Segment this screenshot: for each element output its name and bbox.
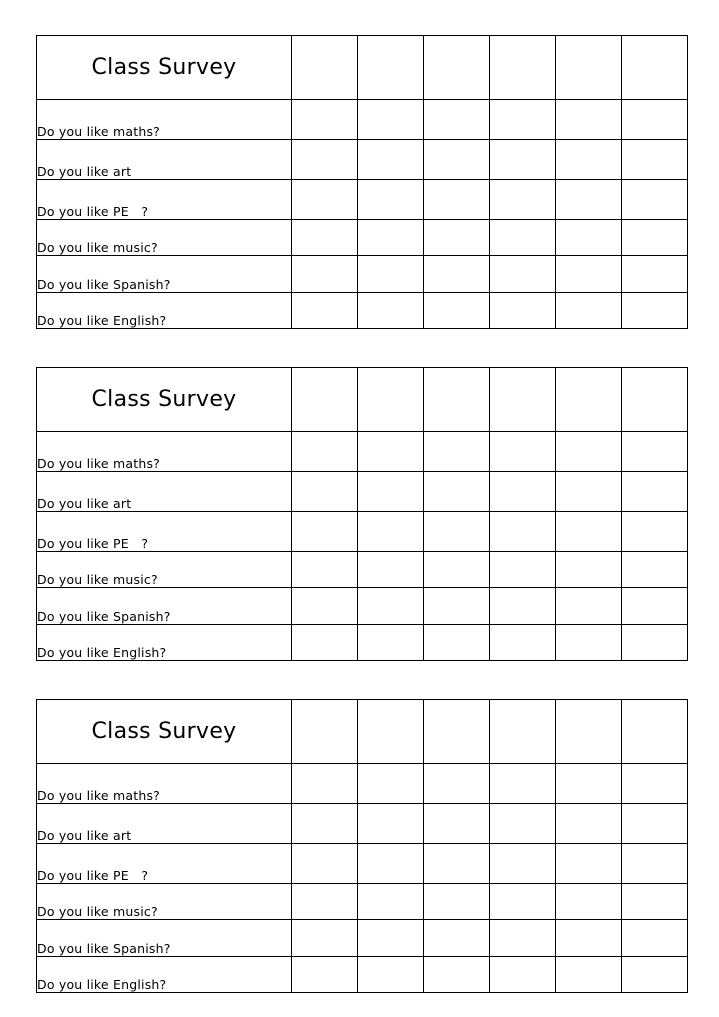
answer-cell[interactable] [424, 432, 490, 472]
answer-cell[interactable] [556, 256, 622, 293]
question-label: Do you like maths? [37, 100, 292, 140]
question-label: Do you like PE ? [37, 512, 292, 552]
name-header-cell[interactable] [292, 36, 358, 100]
answer-cell[interactable] [490, 884, 556, 920]
answer-cell[interactable] [622, 432, 688, 472]
answer-cell[interactable] [622, 588, 688, 625]
answer-cell[interactable] [490, 844, 556, 884]
question-label: Do you like Spanish? [37, 588, 292, 625]
answer-cell[interactable] [292, 256, 358, 293]
answer-cell[interactable] [292, 920, 358, 957]
name-header-cell[interactable] [358, 700, 424, 764]
answer-cell[interactable] [622, 884, 688, 920]
survey-header-row [37, 368, 688, 432]
name-header-cell[interactable] [622, 368, 688, 432]
answer-cell[interactable] [292, 432, 358, 472]
answer-cell[interactable] [556, 764, 622, 804]
answer-cell[interactable] [424, 472, 490, 512]
answer-cell[interactable] [490, 293, 556, 329]
question-label: Do you like art [37, 804, 292, 844]
answer-cell[interactable] [424, 512, 490, 552]
answer-cell[interactable] [622, 512, 688, 552]
answer-cell[interactable] [292, 625, 358, 661]
answer-cell[interactable] [490, 764, 556, 804]
question-row [37, 844, 688, 884]
name-header-cell[interactable] [490, 36, 556, 100]
answer-cell[interactable] [556, 432, 622, 472]
question-row [37, 920, 688, 957]
question-row [37, 432, 688, 472]
answer-cell[interactable] [292, 220, 358, 256]
answer-cell[interactable] [556, 957, 622, 993]
answer-cell[interactable] [358, 552, 424, 588]
answer-cell[interactable] [490, 512, 556, 552]
question-label: Do you like maths? [37, 432, 292, 472]
question-row [37, 180, 688, 220]
question-row [37, 625, 688, 661]
answer-cell[interactable] [358, 512, 424, 552]
answer-cell[interactable] [358, 884, 424, 920]
answer-cell[interactable] [358, 764, 424, 804]
answer-cell[interactable] [424, 220, 490, 256]
name-header-cell[interactable] [556, 36, 622, 100]
answer-cell[interactable] [358, 293, 424, 329]
question-row [37, 552, 688, 588]
question-label: Do you like art [37, 472, 292, 512]
answer-cell[interactable] [490, 180, 556, 220]
answer-cell[interactable] [424, 552, 490, 588]
answer-cell[interactable] [556, 220, 622, 256]
answer-cell[interactable] [556, 472, 622, 512]
question-label: Do you like Spanish? [37, 920, 292, 957]
answer-cell[interactable] [556, 884, 622, 920]
name-header-cell[interactable] [622, 36, 688, 100]
name-header-cell[interactable] [292, 700, 358, 764]
answer-cell[interactable] [292, 472, 358, 512]
survey-table [36, 35, 688, 329]
question-label: Do you like music? [37, 552, 292, 588]
answer-cell[interactable] [490, 552, 556, 588]
answer-cell[interactable] [556, 100, 622, 140]
survey-title: Class Survey [37, 368, 292, 432]
answer-cell[interactable] [424, 764, 490, 804]
answer-cell[interactable] [292, 140, 358, 180]
answer-cell[interactable] [556, 625, 622, 661]
question-row [37, 293, 688, 329]
answer-cell[interactable] [292, 884, 358, 920]
answer-cell[interactable] [490, 432, 556, 472]
name-header-cell[interactable] [424, 36, 490, 100]
answer-cell[interactable] [358, 140, 424, 180]
answer-cell[interactable] [490, 957, 556, 993]
name-header-cell[interactable] [490, 700, 556, 764]
survey-header-row [37, 700, 688, 764]
answer-cell[interactable] [358, 256, 424, 293]
question-label: Do you like maths? [37, 764, 292, 804]
question-label: Do you like Spanish? [37, 256, 292, 293]
answer-cell[interactable] [622, 844, 688, 884]
answer-cell[interactable] [358, 100, 424, 140]
answer-cell[interactable] [358, 804, 424, 844]
answer-cell[interactable] [424, 180, 490, 220]
question-label: Do you like PE ? [37, 844, 292, 884]
answer-cell[interactable] [622, 920, 688, 957]
name-header-cell[interactable] [556, 700, 622, 764]
question-row [37, 100, 688, 140]
answer-cell[interactable] [358, 220, 424, 256]
question-label: Do you like music? [37, 884, 292, 920]
survey-table [36, 699, 688, 993]
answer-cell[interactable] [490, 920, 556, 957]
answer-cell[interactable] [622, 804, 688, 844]
survey-title: Class Survey [37, 700, 292, 764]
question-row [37, 588, 688, 625]
answer-cell[interactable] [424, 920, 490, 957]
answer-cell[interactable] [424, 804, 490, 844]
answer-cell[interactable] [490, 625, 556, 661]
answer-cell[interactable] [358, 588, 424, 625]
answer-cell[interactable] [292, 293, 358, 329]
answer-cell[interactable] [424, 140, 490, 180]
answer-cell[interactable] [424, 625, 490, 661]
answer-cell[interactable] [358, 920, 424, 957]
answer-cell[interactable] [622, 220, 688, 256]
answer-cell[interactable] [424, 293, 490, 329]
answer-cell[interactable] [292, 512, 358, 552]
answer-cell[interactable] [292, 588, 358, 625]
answer-cell[interactable] [424, 957, 490, 993]
answer-cell[interactable] [622, 472, 688, 512]
question-row [37, 764, 688, 804]
answer-cell[interactable] [292, 804, 358, 844]
answer-cell[interactable] [556, 512, 622, 552]
answer-cell[interactable] [292, 764, 358, 804]
answer-cell[interactable] [556, 293, 622, 329]
name-header-cell[interactable] [358, 368, 424, 432]
answer-cell[interactable] [490, 100, 556, 140]
answer-cell[interactable] [556, 920, 622, 957]
answer-cell[interactable] [622, 293, 688, 329]
survey-title: Class Survey [37, 36, 292, 100]
survey-header-row [37, 36, 688, 100]
survey-table [36, 367, 688, 661]
answer-cell[interactable] [556, 140, 622, 180]
question-row [37, 957, 688, 993]
answer-cell[interactable] [622, 180, 688, 220]
answer-cell[interactable] [490, 220, 556, 256]
answer-cell[interactable] [424, 588, 490, 625]
question-label: Do you like English? [37, 957, 292, 993]
question-row [37, 884, 688, 920]
question-label: Do you like art [37, 140, 292, 180]
question-row [37, 472, 688, 512]
name-header-cell[interactable] [358, 36, 424, 100]
name-header-cell[interactable] [292, 368, 358, 432]
answer-cell[interactable] [556, 804, 622, 844]
answer-cell[interactable] [490, 588, 556, 625]
name-header-cell[interactable] [424, 368, 490, 432]
answer-cell[interactable] [358, 957, 424, 993]
answer-cell[interactable] [622, 625, 688, 661]
answer-cell[interactable] [622, 256, 688, 293]
answer-cell[interactable] [358, 180, 424, 220]
name-header-cell[interactable] [556, 368, 622, 432]
answer-cell[interactable] [490, 472, 556, 512]
question-row [37, 220, 688, 256]
answer-cell[interactable] [292, 957, 358, 993]
answer-cell[interactable] [424, 844, 490, 884]
question-label: Do you like English? [37, 293, 292, 329]
answer-cell[interactable] [358, 844, 424, 884]
answer-cell[interactable] [292, 552, 358, 588]
answer-cell[interactable] [556, 844, 622, 884]
answer-cell[interactable] [556, 180, 622, 220]
answer-cell[interactable] [424, 884, 490, 920]
answer-cell[interactable] [622, 140, 688, 180]
name-header-cell[interactable] [622, 700, 688, 764]
name-header-cell[interactable] [424, 700, 490, 764]
answer-cell[interactable] [292, 844, 358, 884]
answer-cell[interactable] [358, 472, 424, 512]
question-row [37, 512, 688, 552]
answer-cell[interactable] [622, 552, 688, 588]
answer-cell[interactable] [424, 100, 490, 140]
answer-cell[interactable] [358, 625, 424, 661]
question-label: Do you like music? [37, 220, 292, 256]
answer-cell[interactable] [490, 256, 556, 293]
answer-cell[interactable] [292, 180, 358, 220]
answer-cell[interactable] [490, 140, 556, 180]
question-label: Do you like PE ? [37, 180, 292, 220]
answer-cell[interactable] [358, 432, 424, 472]
answer-cell[interactable] [292, 100, 358, 140]
question-row [37, 256, 688, 293]
answer-cell[interactable] [556, 588, 622, 625]
question-label: Do you like English? [37, 625, 292, 661]
question-row [37, 140, 688, 180]
answer-cell[interactable] [424, 256, 490, 293]
answer-cell[interactable] [622, 764, 688, 804]
answer-cell[interactable] [622, 957, 688, 993]
answer-cell[interactable] [490, 804, 556, 844]
name-header-cell[interactable] [490, 368, 556, 432]
question-row [37, 804, 688, 844]
answer-cell[interactable] [622, 100, 688, 140]
answer-cell[interactable] [556, 552, 622, 588]
